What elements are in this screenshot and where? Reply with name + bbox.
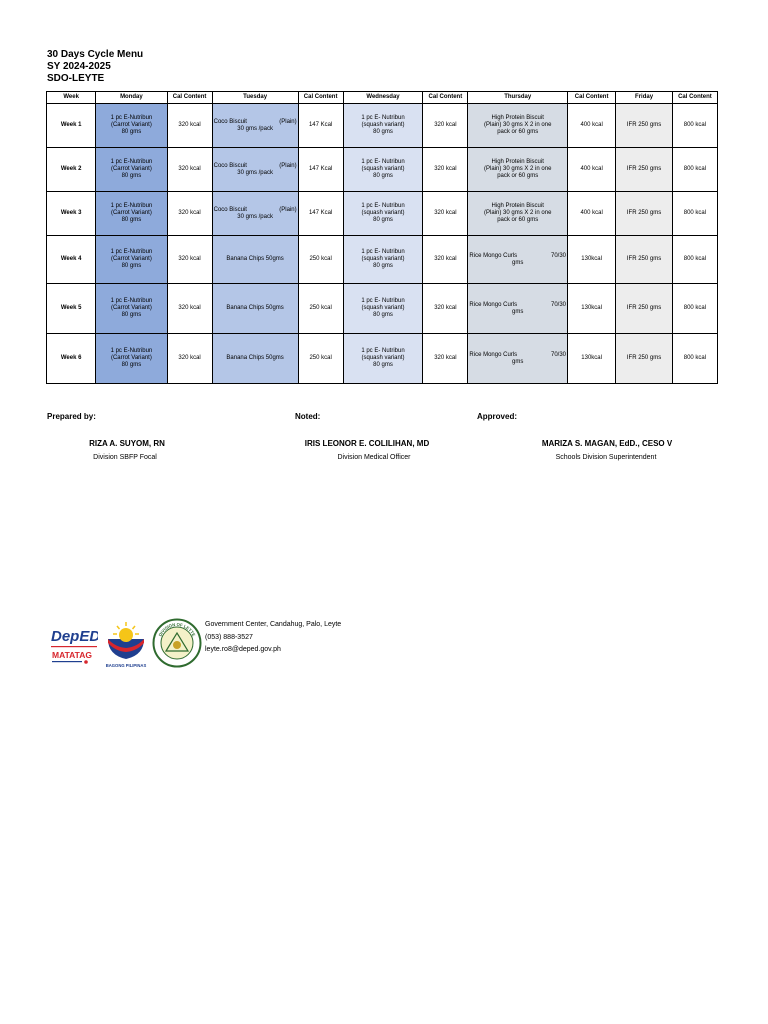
cal-cell: 320 kcal [167, 334, 212, 384]
friday-cell: IFR 250 gms [616, 284, 673, 334]
cal-cell: 800 kcal [672, 284, 717, 334]
table-row [47, 104, 718, 148]
prepared-by-role: Division SBFP Focal [93, 454, 157, 461]
column-header: Cal Content [167, 92, 212, 104]
table-header-row [47, 92, 718, 104]
week-cell: Week 6 [47, 334, 96, 384]
prepared-by-name: RIZA A. SUYOM, RN [89, 439, 165, 448]
friday-cell: IFR 250 gms [616, 236, 673, 284]
column-header: Tuesday [212, 92, 298, 104]
table-row [47, 284, 718, 334]
phone-text: (053) 888-3527 [205, 633, 253, 641]
tuesday-cell: Banana Chips 50gms [212, 236, 298, 284]
column-header: Cal Content [298, 92, 343, 104]
svg-text:DepED: DepED [51, 628, 98, 645]
svg-text:BAGONG PILIPINAS: BAGONG PILIPINAS [105, 663, 147, 668]
table-row [47, 192, 718, 236]
cal-cell: 800 kcal [672, 192, 717, 236]
cal-cell: 320 kcal [167, 148, 212, 192]
cal-cell: 800 kcal [672, 334, 717, 384]
noted-name: IRIS LEONOR E. COLILIHAN, MD [304, 439, 430, 448]
column-header: Cal Content [672, 92, 717, 104]
contact-info [205, 619, 341, 657]
cal-cell: 320 kcal [423, 104, 468, 148]
noted-role: Division Medical Officer [337, 454, 411, 461]
cal-cell: 800 kcal [672, 148, 717, 192]
cal-cell: 320 kcal [423, 236, 468, 284]
tuesday-cell: Coco Biscuit (Plain) 30 gms /pack [212, 148, 298, 192]
cal-cell: 250 kcal [298, 334, 343, 384]
division-of-leyte-seal [152, 618, 202, 668]
table-row [47, 236, 718, 284]
column-header: Friday [616, 92, 673, 104]
column-header: Monday [96, 92, 167, 104]
thursday-cell: High Protein Biscuit (Plain) 30 gms X 2 in one pack or 60 gms [468, 148, 568, 192]
document-title [47, 49, 143, 85]
approved-role: Schools Division Superintendent [555, 454, 657, 461]
week-cell: Week 5 [47, 284, 96, 334]
monday-cell: 1 pc E-Nutribun (Carrot Variant) 80 gms [96, 334, 167, 384]
monday-cell: 1 pc E-Nutribun (Carrot Variant) 80 gms [96, 104, 167, 148]
cal-cell: 147 Kcal [298, 148, 343, 192]
address-text: Government Center, Candahug, Palo, Leyte [205, 621, 342, 628]
cal-cell: 400 kcal [568, 104, 616, 148]
week-cell: Week 3 [47, 192, 96, 236]
week-cell: Week 2 [47, 148, 96, 192]
tuesday-cell: Banana Chips 50gms [212, 334, 298, 384]
wednesday-cell: 1 pc E- Nutribun (squash variant) 80 gms [343, 236, 423, 284]
cal-cell: 130kcal [568, 236, 616, 284]
column-header: Cal Content [568, 92, 616, 104]
cal-cell: 147 Kcal [298, 192, 343, 236]
prepared-by-label: Prepared by: [47, 412, 96, 421]
monday-cell: 1 pc E-Nutribun (Carrot Variant) 80 gms [96, 236, 167, 284]
cal-cell: 800 kcal [672, 104, 717, 148]
cal-cell: 400 kcal [568, 148, 616, 192]
cal-cell: 320 kcal [167, 192, 212, 236]
approved-name: MARIZA S. MAGAN, EdD., CESO V [541, 439, 673, 448]
svg-text:DIVISION OF LEYTE: DIVISION OF LEYTE [157, 621, 197, 638]
monday-cell: 1 pc E-Nutribun (Carrot Variant) 80 gms [96, 192, 167, 236]
thursday-cell: Rice Mongo Curls 70/30 gms [468, 334, 568, 384]
cal-cell: 400 kcal [568, 192, 616, 236]
column-header: Week [47, 92, 96, 104]
title-line-3: SDO-LEYTE [47, 73, 105, 84]
monday-cell: 1 pc E-Nutribun (Carrot Variant) 80 gms [96, 284, 167, 334]
cal-cell: 130kcal [568, 284, 616, 334]
cal-cell: 320 kcal [167, 104, 212, 148]
wednesday-cell: 1 pc E- Nutribun (squash variant) 80 gms [343, 334, 423, 384]
cal-cell: 320 kcal [423, 334, 468, 384]
table-row [47, 148, 718, 192]
wednesday-cell: 1 pc E- Nutribun (squash variant) 80 gms [343, 148, 423, 192]
column-header: Thursday [468, 92, 568, 104]
approved-label: Approved: [477, 412, 517, 421]
noted-label: Noted: [295, 412, 321, 421]
friday-cell: IFR 250 gms [616, 148, 673, 192]
column-header: Cal Content [423, 92, 468, 104]
wednesday-cell: 1 pc E- Nutribun (squash variant) 80 gms [343, 192, 423, 236]
cal-cell: 320 kcal [423, 148, 468, 192]
thursday-cell: High Protein Biscuit (Plain) 30 gms X 2 in one pack or 60 gms [468, 192, 568, 236]
wednesday-cell: 1 pc E- Nutribun (squash variant) 80 gms [343, 104, 423, 148]
cal-cell: 800 kcal [672, 236, 717, 284]
thursday-cell: Rice Mongo Curls 70/30 gms [468, 236, 568, 284]
cal-cell: 320 kcal [167, 236, 212, 284]
table-row [47, 334, 718, 384]
cal-cell: 320 kcal [423, 192, 468, 236]
cal-cell: 250 kcal [298, 236, 343, 284]
email-link[interactable]: leyte.ro8@deped.gov.ph [205, 646, 281, 653]
friday-cell: IFR 250 gms [616, 334, 673, 384]
cal-cell: 147 Kcal [298, 104, 343, 148]
bagong-pilipinas-logo [103, 617, 149, 669]
wednesday-cell: 1 pc E- Nutribun (squash variant) 80 gms [343, 284, 423, 334]
cycle-menu-table [46, 91, 718, 384]
friday-cell: IFR 250 gms [616, 104, 673, 148]
week-cell: Week 4 [47, 236, 96, 284]
title-line-2: SY 2024-2025 [47, 61, 111, 72]
tuesday-cell: Banana Chips 50gms [212, 284, 298, 334]
week-cell: Week 1 [47, 104, 96, 148]
tuesday-cell: Coco Biscuit (Plain) 30 gms /pack [212, 192, 298, 236]
thursday-cell: High Protein Biscuit (Plain) 30 gms X 2 in one pack or 60 gms [468, 104, 568, 148]
title-line-1: 30 Days Cycle Menu [47, 49, 144, 60]
cal-cell: 320 kcal [167, 284, 212, 334]
thursday-cell: Rice Mongo Curls 70/30 gms [468, 284, 568, 334]
column-header: Wednesday [343, 92, 423, 104]
cal-cell: 320 kcal [423, 284, 468, 334]
cal-cell: 250 kcal [298, 284, 343, 334]
monday-cell: 1 pc E-Nutribun (Carrot Variant) 80 gms [96, 148, 167, 192]
svg-text:MATATAG: MATATAG [52, 650, 92, 660]
deped-matatag-logo [50, 619, 98, 667]
cal-cell: 130kcal [568, 334, 616, 384]
friday-cell: IFR 250 gms [616, 192, 673, 236]
tuesday-cell: Coco Biscuit (Plain) 30 gms /pack [212, 104, 298, 148]
